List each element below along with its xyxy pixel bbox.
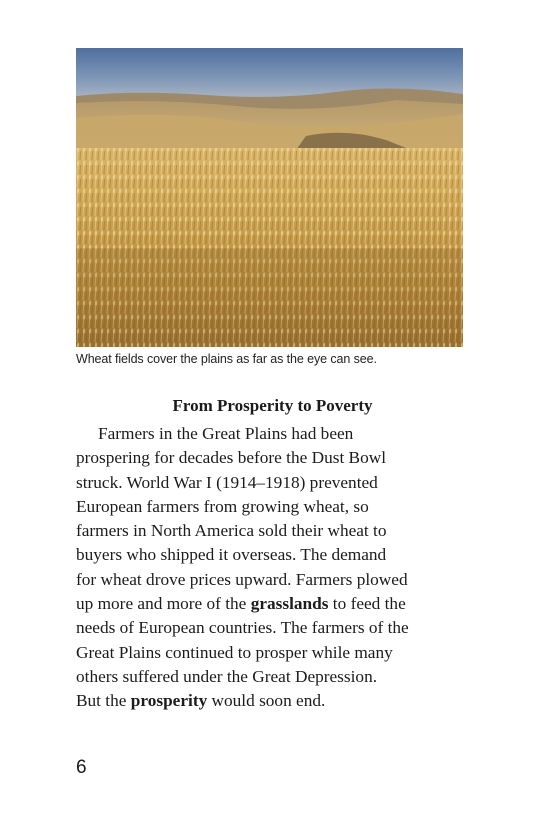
line-text: up more and more of the [76,594,251,614]
paragraph-line: others suffered under the Great Depression. [76,666,378,686]
glossary-term-grasslands: grasslands [250,594,329,614]
paragraph-line [76,592,476,616]
line-text: to feed the [328,594,406,614]
line-text: would soon end. [207,691,326,711]
paragraph-line: struck. World War I (1914–1918) prevented [76,472,378,492]
line-text: But the [76,691,131,711]
wheat-field-photo [76,48,463,347]
paragraph-line: European farmers from growing wheat, so [76,496,369,516]
body-paragraph [76,422,476,714]
page-number: 6 [76,757,87,778]
paragraph-line: Great Plains continued to prosper while many [76,642,393,662]
paragraph-line [76,689,476,713]
paragraph-line: for wheat drove prices upward. Farmers plowed [76,569,408,589]
paragraph-line: prospering for decades before the Dust Bowl [76,448,387,468]
photo-caption: Wheat fields cover the plains as far as the eye can see. [76,352,377,366]
section-heading: From Prosperity to Poverty [172,396,373,415]
glossary-term-prosperity: prosperity [130,691,208,711]
wheat-field-image [76,48,463,347]
paragraph-line: Farmers in the Great Plains had been [98,424,354,443]
paragraph-line: needs of European countries. The farmers of the [76,618,409,638]
paragraph-line: buyers who shipped it overseas. The demand [76,545,387,565]
paragraph-line: farmers in North America sold their wheat to [76,521,387,541]
